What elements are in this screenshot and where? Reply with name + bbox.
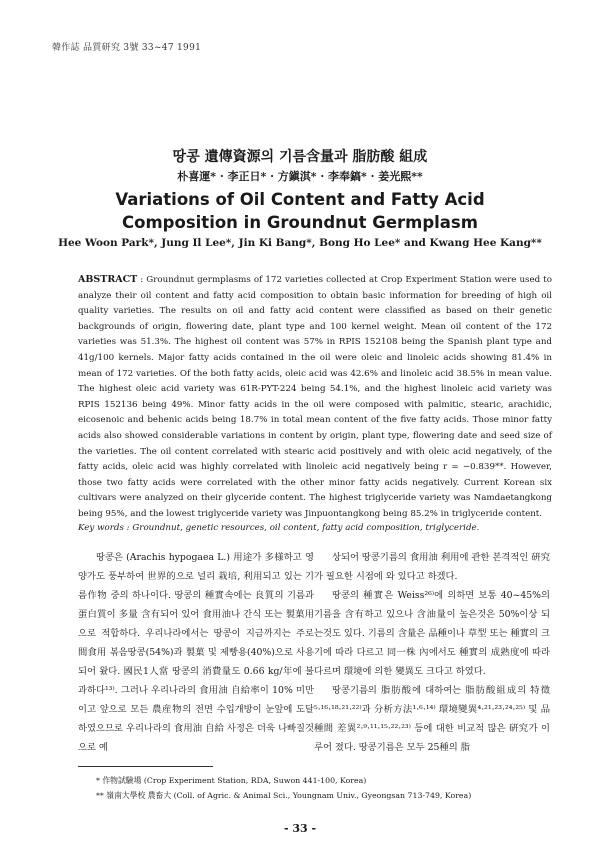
korean-title: 땅콩 遺傳資源의 기름含量과 脂肪酸 組成	[172, 149, 428, 165]
abstract-text: : Groundnut germplasms of 172 varieties collected at Crop Experiment Station were used to analyze their oil content and fatty acid composition to obtain basic information for breeding of high oil quality varieties. The results on oil and fatty acid content were classified as based on their genetic backgrounds of origin, flowering date, plant type and 100 kernel weight. Mean oil content of the 172 varieties was 51.3%. The highest oil content was 57% in RPIS 152108 being the Spanish plant type and 41g/100 kernels. Major fatty acids contained in the oil were oleic and linoleic acids showing 81.4% in mean of 172 varieties. Of the both fatty acids, oleic acid was 42.6% and linoleic acid 38.5% in mean value. The highest oleic acid variety was 61R-PYT-224 being 54.1%, and the highest linoleic acid variety was RPIS 152136 being 49%. Minor fatty acids in the oil were composed with palmitic, stearic, arachidic, eicosenoic and behenic acids being 18.7% in total mean content of the five fatty acids. Those minor fatty acids also showed considerable variations in content by origin, plant type, flowering date and seed size of the varieties. The oil content correlated with stearic acid positively and with oleic acid negatively, of the fatty acids, oleic acid was highly correlated with linoleic acid negatively being r = −0.839**. However, those two fatty acids were correlated with the other minor fatty acids negatively. Current Korean six cultivars were analyzed on their glyceride content. The highest triglyceride variety was Namdaetangkong being 95%, and the lowest triglyceride variety was Jinpuontangkong being 85.2% in triglyceride content.	[78, 275, 552, 519]
body-right-paragraph-1: 상되어 땅콩기름의 食用油 利用에 관한 본격적인 硏究가 필요한 시점에 와 있다고 하겠다.	[314, 552, 550, 582]
footnote-1: * 作物試驗場 (Crop Experiment Station, RDA, Suwon 441-100, Korea)	[96, 776, 367, 785]
body-right-paragraph-2: 땅콩의 種實은 Weiss²⁶⁾에 의하면 보통 40~45%의 기름을 含有하고 있으나 含油量이 높은것은 50%이상 되는것도 있다. 기름의 含量은 品種이나 草型 또는 種實의 크기에 따라 다르고 同一株 內에서도 種實의 成熟度에 따라 다르며 環境에 의한 變異도 크다고 하였다.	[314, 590, 550, 677]
abstract-label: ABSTRACT	[78, 274, 138, 285]
body-right-paragraph-3: 땅콩기름의 脂肪酸에 대하여는 脂肪酸組成의 特徵⁵·¹⁶·¹⁸·²¹·²²⁾과 分析方法¹·⁶·¹⁴⁾ 環境變異⁴·²¹·²³·²⁴·²⁵⁾ 및 品種間 差異²·⁹·¹¹·¹⁵·²²·²³⁾ 등에 대한 비교적 많은 硏究가 이루어 졌다. 땅콩기름은 모두 25種의 脂	[314, 685, 550, 753]
english-title	[0, 188, 600, 234]
abstract	[78, 272, 552, 523]
body-right-column	[314, 548, 550, 757]
footnote-divider	[78, 766, 213, 767]
korean-authors: 朴喜運* · 李正日* · 方鎭淇* · 李奉鎬* · 姜光熙**	[177, 170, 423, 183]
english-title-line1: Variations of Oil Content and Fatty Acid	[115, 190, 485, 209]
english-title-line2: Composition in Groundnut Germplasm	[122, 213, 478, 232]
page-number: - 33 -	[283, 822, 317, 835]
footnote-2: ** 嶺南大學校 農畜大 (Coll. of Agric. & Animal Sci., Youngnam Univ., Gyeongsan 713-749, Korea)	[96, 791, 472, 800]
english-authors: Hee Woon Park*, Jung Il Lee*, Jin Ki Bang*, Bong Ho Lee* and Kwang Hee Kang**	[58, 237, 542, 249]
journal-reference: 韓作誌 品質研究 3號 33~47 1991	[52, 43, 202, 53]
keywords: Key words : Groundnut, genetic resources, oil content, fatty acid composition, triglyceride.	[78, 523, 480, 533]
body-left-column: 땅콩은 (Arachis hypogaea L.) 用途가 多様하고 영양가도 풍부하여 世界的으로 널리 栽培, 利用되고 있는 기름作物 중의 하나이다. 땅콩의 種實속에는 良質의 기름과 蛋白質이 多量 含有되어 있어 食用油나 간식 또는 製菓用으로 적합하다. 우리나라에서는 땅콩이 지금까지는 주로 間食用 볶음땅콩(54%)과 製菓 및 제빵용(40%)으로 사용되어 왔다. 國民1人當 땅콩의 消費量도 0.66 kg/年에 불과하다¹³⁾. 그러나 우리나라의 食用油 自給率이 10% 미만이고 앞으로 모든 農産物의 전면 수입개방이 눈앞에 도달하였으므로 우리나라의 食用油 自給 사정은 더욱 나빠질것으로 예	[78, 552, 314, 753]
